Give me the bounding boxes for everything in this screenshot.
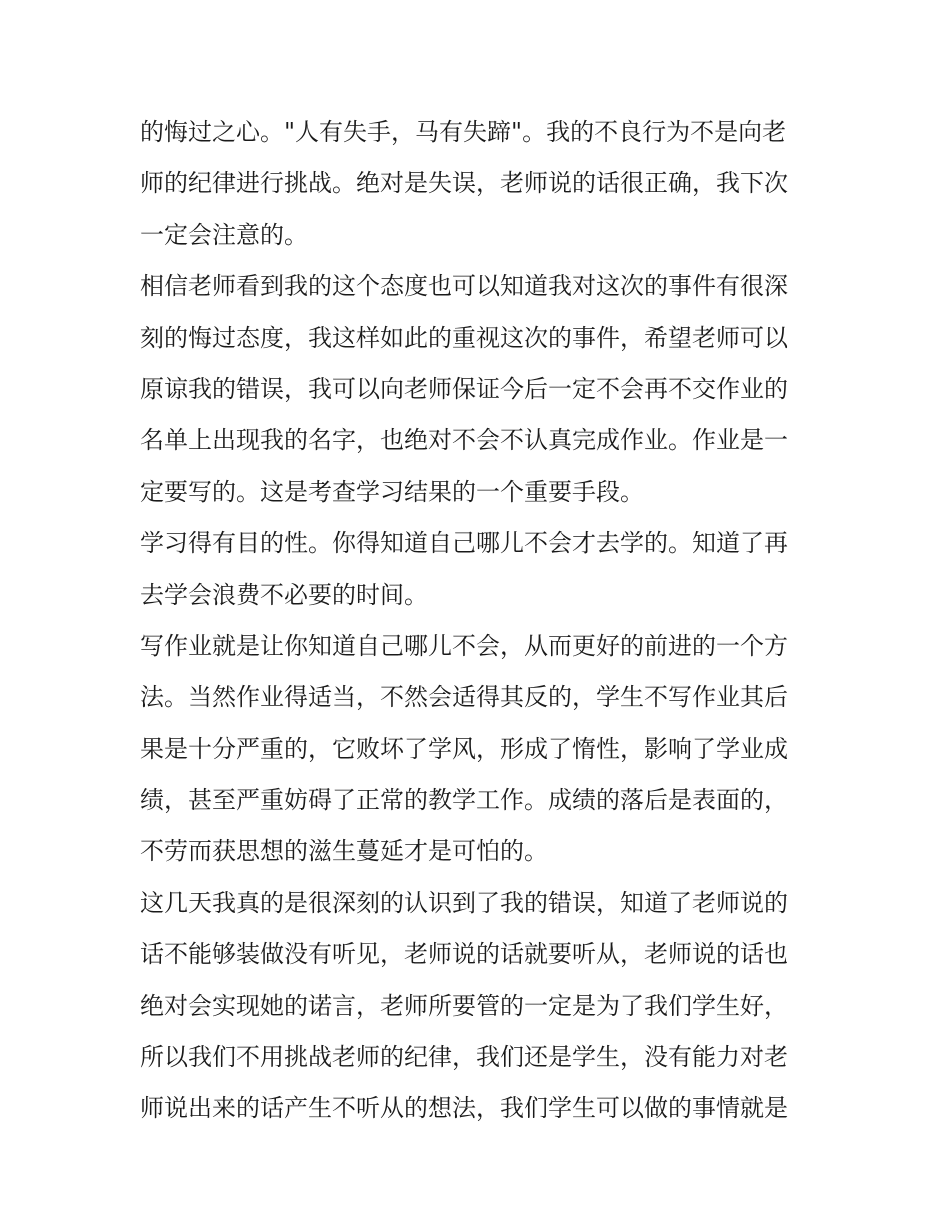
text-line: 写作业就是让你知道自己哪儿不会，从而更好的前进的一个方 — [140, 631, 788, 660]
text-line: 原谅我的错误，我可以向老师保证今后一定不会再不交作业的 — [140, 374, 788, 403]
text-line: 师的纪律进行挑战。绝对是失误，老师说的话很正确，我下次 — [140, 169, 788, 198]
text-line: 绩，甚至严重妨碍了正常的教学工作。成绩的落后是表面的， — [140, 786, 788, 815]
text-line: 这几天我真的是很深刻的认识到了我的错误，知道了老师说的 — [140, 888, 788, 917]
text-line: 所以我们不用挑战老师的纪律，我们还是学生，没有能力对老 — [140, 1043, 788, 1072]
text-line: 师说出来的话产生不听从的想法，我们学生可以做的事情就是 — [140, 1094, 788, 1123]
paragraph-4 — [140, 621, 812, 878]
text-line: 的悔过之心。"人有失手，马有失蹄"。我的不良行为不是向老 — [140, 118, 787, 146]
text-line: 刻的悔过态度，我这样如此的重视这次的事件，希望老师可以 — [140, 323, 788, 352]
paragraph-1 — [140, 107, 812, 261]
text-line: 绝对会实现她的诺言，老师所要管的一定是为了我们学生好， — [140, 991, 788, 1020]
text-line: 果是十分严重的，它败坏了学风，形成了惰性，影响了学业成 — [140, 734, 788, 763]
text-line: 不劳而获思想的滋生蔓延才是可怕的。 — [140, 837, 548, 866]
text-line: 去学会浪费不必要的时间。 — [140, 580, 428, 609]
document-body — [140, 107, 812, 1135]
paragraph-3 — [140, 518, 812, 621]
text-line: 学习得有目的性。你得知道自己哪儿不会才去学的。知道了再 — [140, 529, 788, 558]
text-line: 相信老师看到我的这个态度也可以知道我对这次的事件有很深 — [140, 272, 788, 301]
paragraph-2 — [140, 261, 812, 518]
text-line: 定要写的。这是考查学习结果的一个重要手段。 — [140, 477, 644, 506]
text-line: 名单上出现我的名字，也绝对不会不认真完成作业。作业是一 — [140, 426, 788, 455]
paragraph-5 — [140, 878, 812, 1135]
text-line: 法。当然作业得适当，不然会适得其反的，学生不写作业其后 — [140, 683, 788, 712]
text-line: 一定会注意的。 — [140, 220, 308, 249]
text-line: 话不能够装做没有听见，老师说的话就要听从，老师说的话也 — [140, 940, 788, 969]
